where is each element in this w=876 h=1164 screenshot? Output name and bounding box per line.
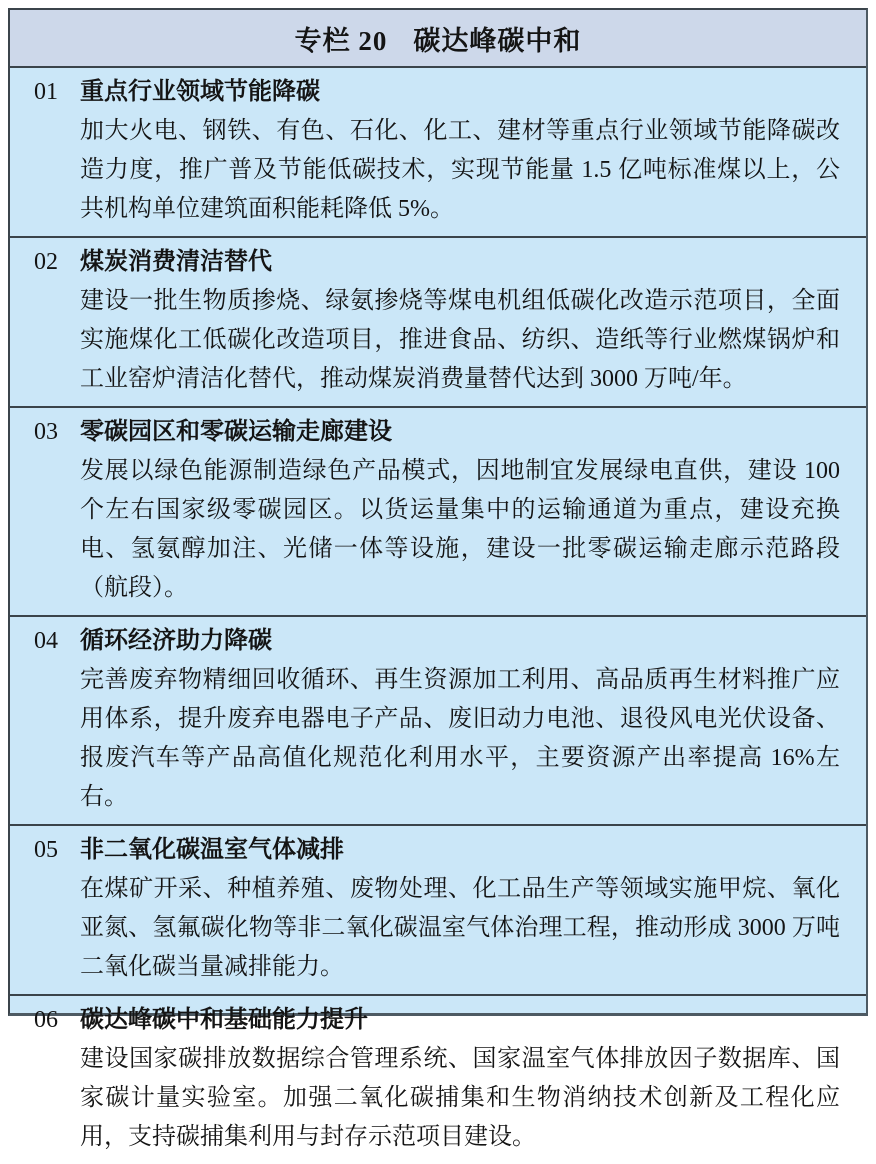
section-row (10, 617, 866, 826)
section-body: 建设一批生物质掺烧、绿氨掺烧等煤电机组低碳化改造示范项目，全面实施煤化工低碳化改造项目，推进食品、纺织、造纸等行业燃煤锅炉和工业窑炉清洁化替代，推动煤炭消费量替代达到 3000 万吨/年。 (80, 288, 840, 392)
section-body: 加大火电、钢铁、有色、石化、化工、建材等重点行业领域节能降碳改造力度，推广普及节能低碳技术，实现节能量 1.5 亿吨标准煤以上，公共机构单位建筑面积能耗降低 5%。 (80, 118, 840, 222)
section-content (80, 413, 840, 608)
section-row (10, 996, 866, 1164)
section-list (10, 68, 866, 1164)
panel-title-text: 碳达峰碳中和 (413, 26, 582, 56)
section-row (10, 68, 866, 238)
section-content (80, 73, 840, 229)
section-number: 05 (34, 837, 58, 863)
panel-title (10, 10, 866, 68)
panel-title-label: 专栏 20 (294, 26, 388, 56)
section-body: 完善废弃物精细回收循环、再生资源加工利用、高品质再生材料推广应用体系，提升废弃电器电子产品、废旧动力电池、退役风电光伏设备、报废汽车等产品高值化规范化利用水平，主要资源产出率提高 16%左右。 (80, 667, 840, 810)
section-row (10, 826, 866, 996)
section-title: 重点行业领域节能降碳 (80, 79, 320, 105)
section-content (80, 1001, 840, 1157)
section-number: 06 (34, 1007, 58, 1033)
section-number: 04 (34, 628, 58, 654)
section-content (80, 622, 840, 817)
section-title: 碳达峰碳中和基础能力提升 (80, 1007, 368, 1033)
section-body: 发展以绿色能源制造绿色产品模式，因地制宜发展绿电直供，建设 100 个左右国家级零碳园区。以货运量集中的运输通道为重点，建设充换电、氢氨醇加注、光储一体等设施，建设一批零碳运输走廊示范路段（航段）。 (80, 458, 840, 601)
section-row (10, 408, 866, 617)
section-body: 建设国家碳排放数据综合管理系统、国家温室气体排放因子数据库、国家碳计量实验室。加强二氧化碳捕集和生物消纳技术创新及工程化应用，支持碳捕集利用与封存示范项目建设。 (80, 1046, 840, 1150)
section-number: 03 (34, 419, 58, 445)
section-content (80, 243, 840, 399)
section-title: 煤炭消费清洁替代 (80, 249, 272, 275)
section-number: 02 (34, 249, 58, 275)
policy-box-panel (8, 8, 868, 1150)
section-body: 在煤矿开采、种植养殖、废物处理、化工品生产等领域实施甲烷、氧化亚氮、氢氟碳化物等非二氧化碳温室气体治理工程，推动形成 3000 万吨二氧化碳当量减排能力。 (80, 876, 840, 980)
section-title: 零碳园区和零碳运输走廊建设 (80, 419, 392, 445)
section-title: 循环经济助力降碳 (80, 628, 272, 654)
section-title: 非二氧化碳温室气体减排 (80, 837, 344, 863)
section-row (10, 238, 866, 408)
section-number: 01 (34, 79, 58, 105)
section-content (80, 831, 840, 987)
